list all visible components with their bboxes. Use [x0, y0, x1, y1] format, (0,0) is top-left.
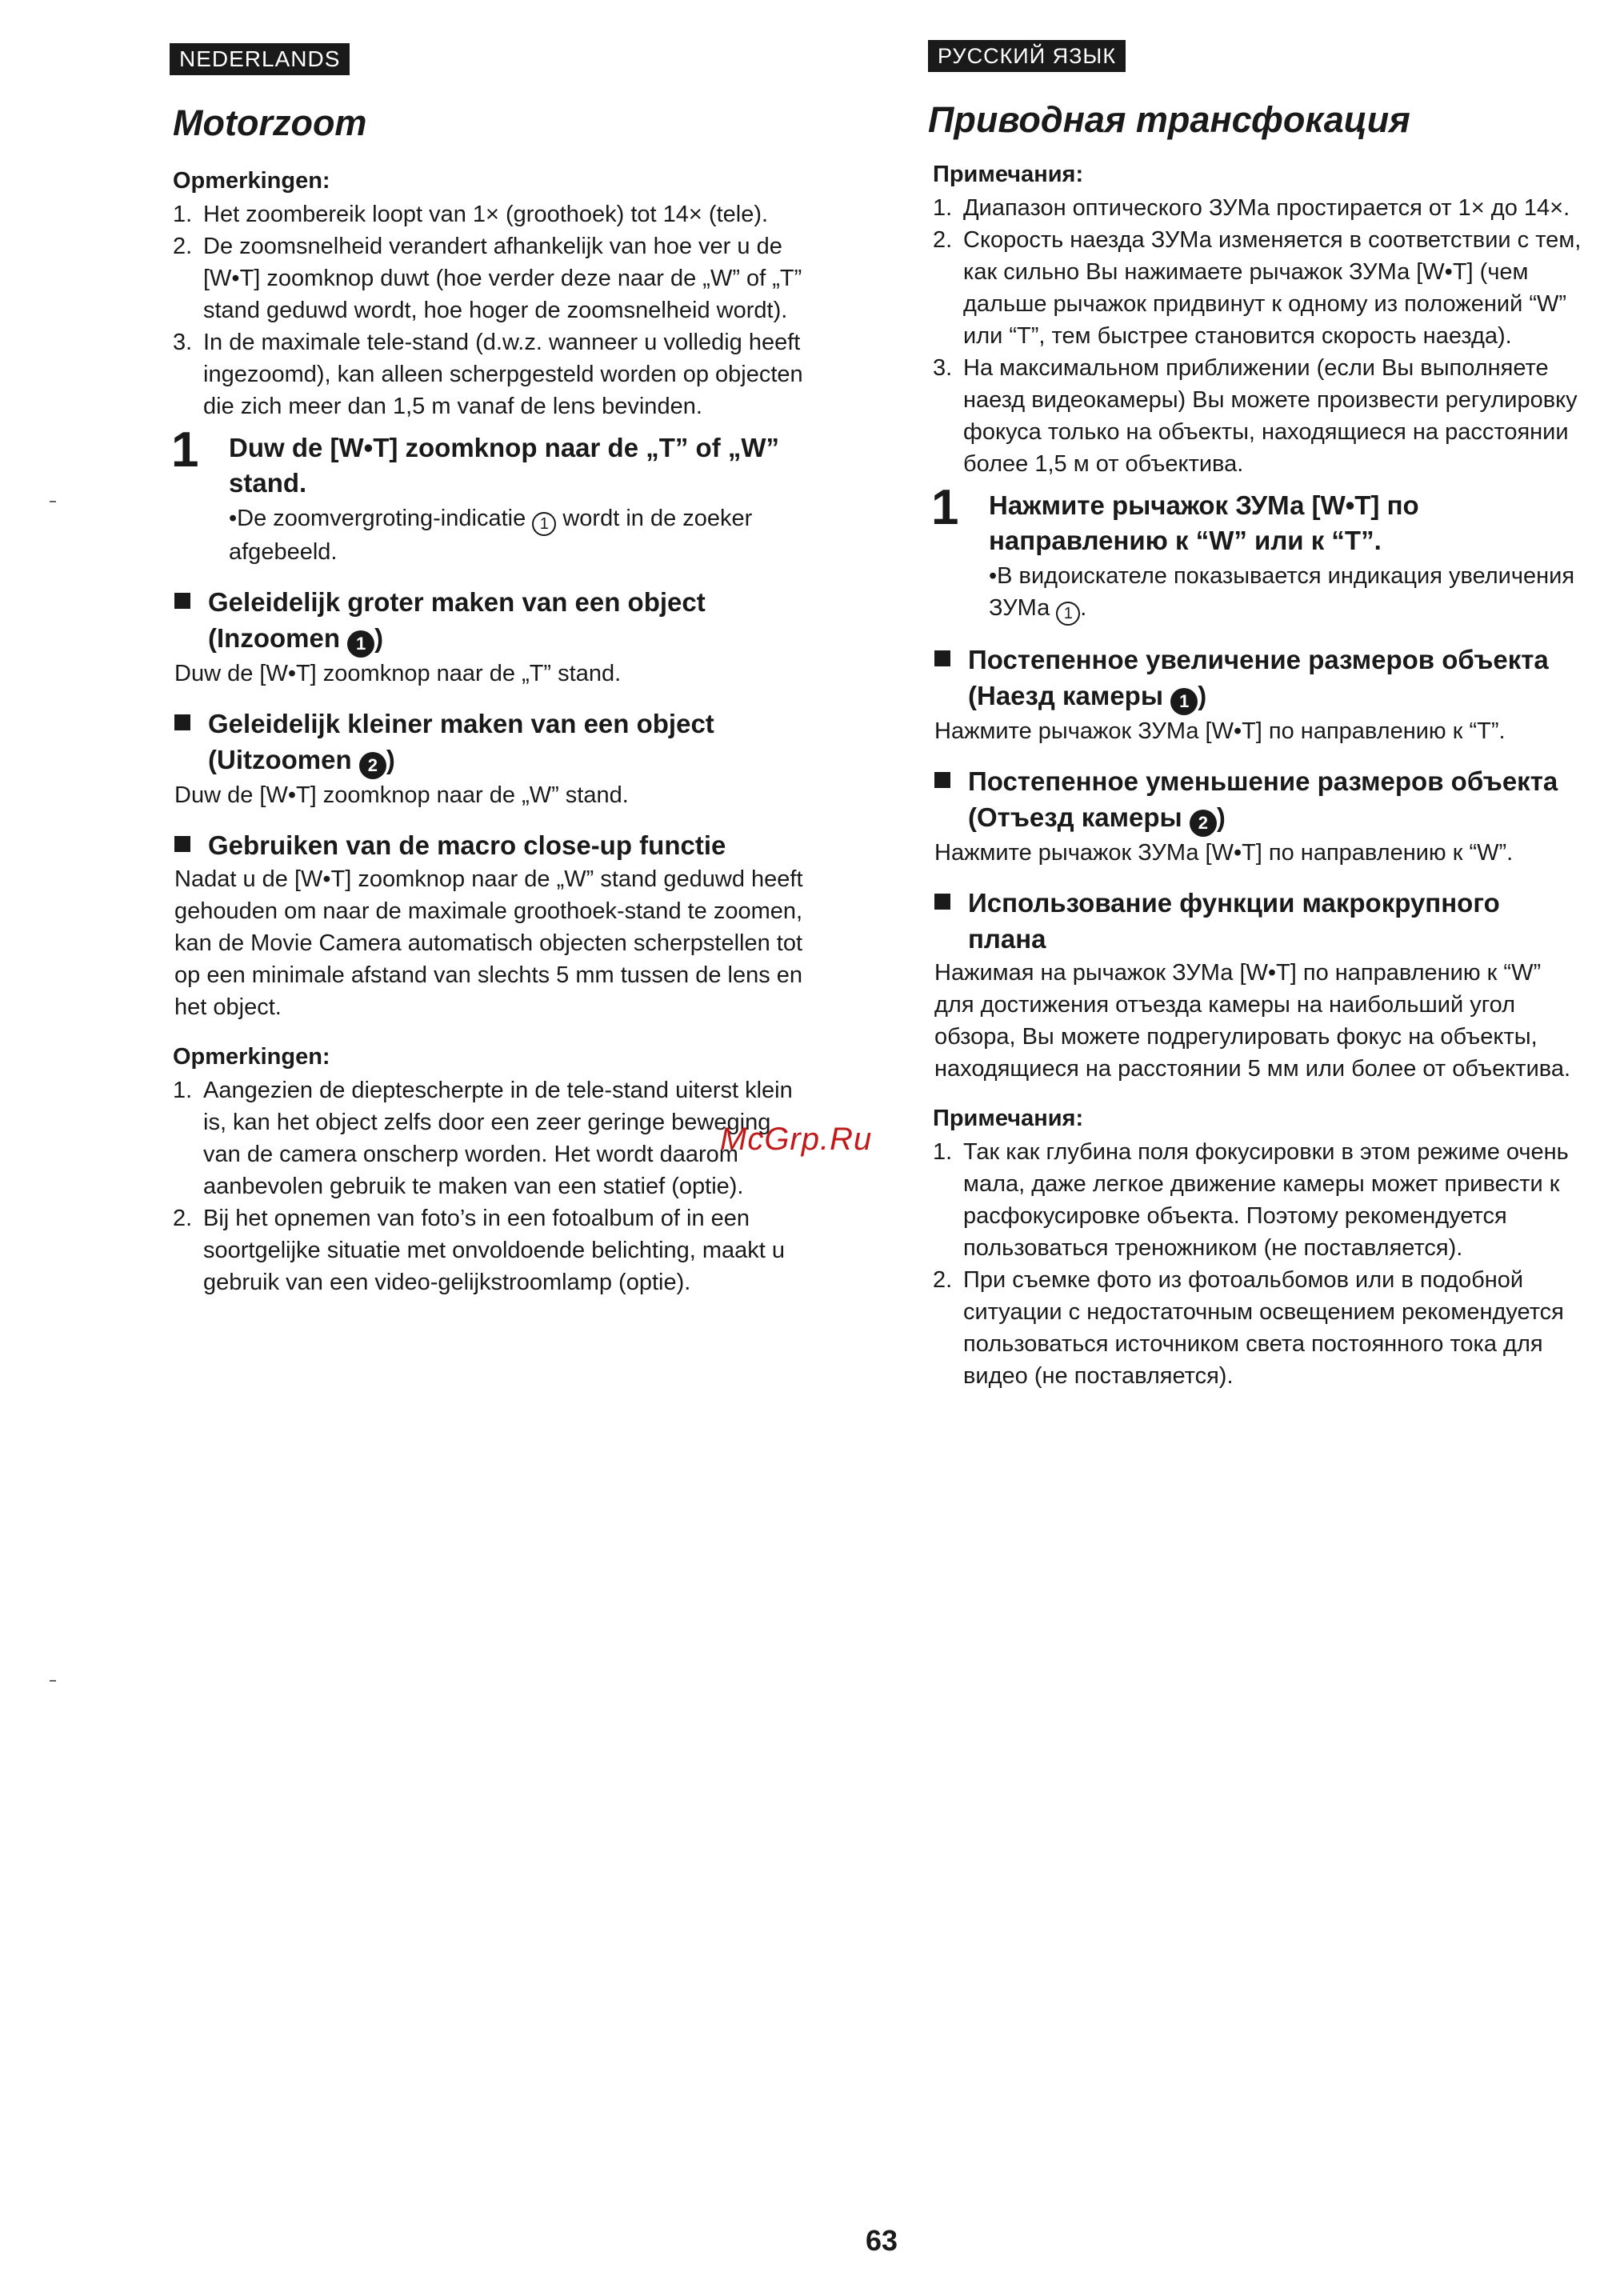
language-label: NEDERLANDS [170, 43, 350, 75]
step-note-text: •De zoomvergroting-indicatie [229, 506, 526, 531]
section-zoom-out [928, 763, 1584, 869]
notes-heading: Примечания: [933, 1106, 1084, 1131]
circled-number-icon: 1 [1056, 602, 1080, 626]
step-text: Duw de [W•T] zoomknop naar de „T” of „W” stand. [229, 433, 780, 498]
item-text: In de maximale tele-stand (d.w.z. wanneer u volledig heeft ingezoomd), kan alleen scherpgesteld worden op objecten die zich meer dan 1,5 m vanaf de lens bevinden. [203, 330, 803, 419]
list-item [168, 1074, 808, 1202]
item-number: 1. [173, 1078, 193, 1103]
section-macro [168, 827, 808, 1023]
step-1 [168, 422, 808, 568]
notes-list [168, 1074, 808, 1298]
section-body: Нажимая на рычажок ЗУМа [W•T] по направлению к “W” для достижения отъезда камеры на наибольший угол обзора, Вы можете подрегулировать фокус на объекты, находящиеся на расстоянии 5 мм или более от объектива. [934, 960, 1571, 1082]
section-heading [928, 763, 1584, 837]
item-number: 2. [933, 1267, 953, 1293]
section-heading [168, 827, 808, 863]
list-item [168, 198, 808, 230]
filled-circle-number-icon: 1 [347, 630, 374, 658]
step-1 [928, 480, 1584, 626]
section-body: Duw de [W•T] zoomknop naar de „W” stand. [174, 782, 629, 808]
section-body: Nadat u de [W•T] zoomknop naar de „W” stand geduwd heeft gehouden om naar de maximale groothoek-stand te zoomen, kan de Movie Camera automatisch objecten scherpstellen tot op een minimale afstand van slechts 5 mm tussen de lens en het object. [174, 866, 803, 1020]
square-bullet-icon [934, 894, 950, 910]
section-heading-text: Geleidelijk kleiner maken van een object (Uitzoomen [208, 709, 714, 774]
filled-circle-number-icon: 2 [1190, 810, 1217, 837]
step-note-text: wordt in de zoeker afgebeeld. [229, 506, 753, 565]
item-number: 2. [173, 1206, 193, 1231]
step-number: 1 [931, 480, 959, 535]
section-heading-text: Постепенное увеличение размеров объекта (Наезд камеры [968, 645, 1549, 710]
page-number: 63 [866, 2224, 898, 2257]
section-heading [928, 642, 1584, 715]
notes-heading: Opmerkingen: [173, 1044, 330, 1070]
section-heading-text: ) [1216, 802, 1226, 832]
section-zoom-out [168, 706, 808, 811]
square-bullet-icon [934, 772, 950, 788]
item-number: 1. [933, 195, 953, 221]
list-item [168, 326, 808, 422]
scan-mark [50, 1680, 56, 1682]
item-number: 1. [173, 202, 193, 227]
list-item [168, 230, 808, 326]
section-heading-text: Gebruiken van de macro close-up functie [208, 830, 726, 860]
list-item [928, 224, 1584, 352]
section-body: Нажмите рычажок ЗУМа [W•T] по направлению к “T”. [934, 718, 1506, 744]
notes-heading: Примечания: [933, 162, 1084, 187]
section-body: Duw de [W•T] zoomknop naar de „T” stand. [174, 661, 622, 686]
watermark: McGrp.Ru [720, 1122, 873, 1157]
step-note-text: •В видоискателе показывается индикация увеличения ЗУМа [989, 563, 1575, 621]
item-number: 3. [933, 355, 953, 381]
item-number: 2. [173, 234, 193, 259]
section-zoom-in [168, 584, 808, 690]
section-heading-text: ) [374, 623, 384, 653]
item-number: 3. [173, 330, 193, 355]
section-zoom-in [928, 642, 1584, 747]
step-number: 1 [171, 422, 199, 478]
list-item [928, 1136, 1584, 1264]
list-item [928, 352, 1584, 480]
list-item [168, 1202, 808, 1298]
item-text: Скорость наезда ЗУМа изменяется в соответствии с тем, как сильно Вы нажимаете рычажок ЗУМа [W•T] (чем дальше рычажок придвинут к одному из положений “W” или “T”, тем быстрее становится скорость наезда). [963, 227, 1582, 349]
item-text: Aangezien de dieptescherpte in de tele-stand uiterst klein is, kan het object zelfs door een zeer geringe beweging van de camera onscherp worden. Het wordt daarom aanbevolen gebruik te maken van een statief (optie). [203, 1078, 793, 1199]
section-heading-text: Использование функции макрокрупного плана [968, 888, 1500, 954]
item-number: 1. [933, 1139, 953, 1165]
filled-circle-number-icon: 2 [359, 752, 386, 779]
content [168, 165, 808, 1298]
square-bullet-icon [934, 650, 950, 666]
list-item [928, 1264, 1584, 1392]
section-heading-text: ) [1198, 681, 1207, 710]
item-number: 2. [933, 227, 953, 253]
step-note-text: . [1080, 595, 1087, 621]
language-label: РУССКИЙ ЯЗЫК [928, 40, 1126, 72]
step-note [989, 560, 1584, 626]
circled-number-icon: 1 [532, 512, 556, 536]
section-heading [928, 885, 1584, 957]
item-text: При съемке фото из фотоальбомов или в подобной ситуации с недостаточным освещением рекомендуется пользоваться источником света постоянного тока для видео (не поставляется). [963, 1267, 1564, 1389]
section-heading-text: Постепенное уменьшение размеров объекта (Отъезд камеры [968, 766, 1558, 832]
item-text: Так как глубина поля фокусировки в этом режиме очень мала, даже легкое движение камеры может привести к расфокусировке объекта. Поэтому рекомендуется пользоваться треножником (не поставляется). [963, 1139, 1569, 1261]
item-text: Диапазон оптического ЗУМа простирается от 1× до 14×. [963, 195, 1570, 221]
notes-list [928, 192, 1584, 480]
list-item [928, 192, 1584, 224]
step-text: Нажмите рычажок ЗУМа [W•T] по направлению к “W” или к “T”. [989, 490, 1419, 555]
step-note [229, 502, 808, 568]
scan-mark [50, 501, 56, 502]
notes-list [168, 198, 808, 422]
item-text: На максимальном приближении (если Вы выполняете наезд видеокамеры) Вы можете произвести регулировку фокуса только на объекты, находящиеся на расстоянии более 1,5 м от объектива. [963, 355, 1578, 477]
section-heading [168, 584, 808, 658]
item-text: De zoomsnelheid verandert afhankelijk van hoe ver u de [W•T] zoomknop duwt (hoe verder deze naar de „W” of „T” stand geduwd wordt, hoe hoger de zoomsnelheid wordt). [203, 234, 802, 323]
notes-list [928, 1136, 1584, 1392]
section-macro [928, 885, 1584, 1085]
section-heading-text: Geleidelijk groter maken van een object (Inzoomen [208, 587, 706, 653]
item-text: Het zoombereik loopt van 1× (groothoek) tot 14× (tele). [203, 202, 769, 227]
square-bullet-icon [174, 593, 190, 609]
section-body: Нажмите рычажок ЗУМа [W•T] по направлению к “W”. [934, 840, 1514, 866]
page-title: Motorzoom [173, 102, 367, 143]
square-bullet-icon [174, 836, 190, 852]
item-text: Bij het opnemen van foto’s in een fotoalbum of in een soortgelijke situatie met onvoldoende belichting, maakt u gebruik van een video-gelijkstroomlamp (optie). [203, 1206, 786, 1295]
notes-heading: Opmerkingen: [173, 168, 330, 194]
section-heading-text: ) [386, 745, 395, 774]
content [928, 158, 1584, 1392]
section-heading [168, 706, 808, 779]
page-title: Приводная трансфокация [928, 99, 1410, 140]
filled-circle-number-icon: 1 [1170, 688, 1198, 715]
square-bullet-icon [174, 714, 190, 730]
